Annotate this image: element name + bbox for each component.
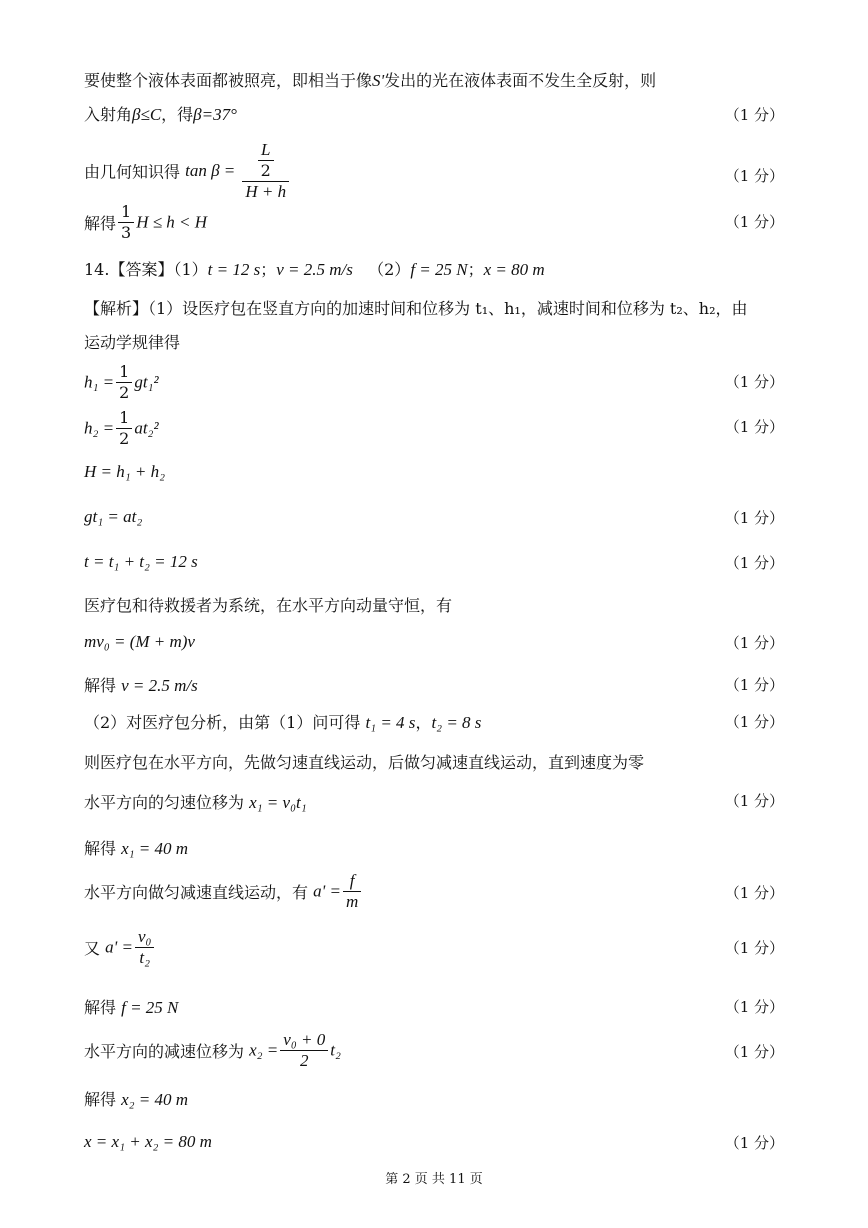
text: ；	[467, 260, 484, 279]
text-line	[84, 102, 784, 125]
formula: x₁ = 40 m	[121, 839, 189, 858]
fraction	[242, 140, 289, 202]
text: 入射角	[84, 105, 133, 124]
score: （1 分）	[724, 1043, 784, 1061]
formula-line: gt₁ = at₂	[84, 507, 143, 526]
score: （1 分）	[724, 554, 784, 572]
denominator: 2	[119, 383, 130, 402]
formula-line: H = h₁ + h₂	[84, 462, 166, 481]
text: 解得	[84, 998, 122, 1017]
denominator: t₂	[139, 948, 150, 967]
text: ，	[415, 713, 432, 732]
numerator: 1	[118, 202, 134, 223]
score: （1 分）	[724, 713, 784, 731]
formula: x₂ =	[249, 1040, 279, 1060]
score: （1 分）	[724, 939, 784, 957]
formula-line	[84, 710, 784, 733]
formula: v = 2.5 m/s	[121, 676, 198, 695]
numerator	[242, 140, 289, 182]
score: （1 分）	[724, 373, 784, 391]
formula-line	[84, 995, 784, 1018]
formula-line	[84, 836, 784, 859]
formula: f = 25 N	[121, 998, 179, 1017]
formula: β≤C	[132, 105, 162, 124]
formula: a' =	[313, 881, 341, 901]
numerator: 1	[116, 408, 132, 429]
numerator: v₀	[135, 927, 154, 948]
text: 解得	[84, 1090, 122, 1109]
text: 水平方向做匀减速直线运动，有	[84, 883, 314, 902]
formula-line	[84, 673, 784, 696]
score: （1 分）	[724, 676, 784, 694]
answer-line	[84, 257, 784, 280]
formula: gt₁²	[134, 372, 159, 392]
formula: x₂ = 40 m	[121, 1090, 189, 1109]
denominator: m	[345, 892, 359, 911]
denominator: 2	[119, 429, 130, 448]
text: 由几何知识得	[84, 162, 186, 182]
score: （1 分）	[724, 884, 784, 902]
formula: h₁ =	[84, 372, 115, 392]
score: （1 分）	[724, 418, 784, 436]
fraction	[343, 871, 361, 912]
denominator: 2	[300, 1051, 309, 1070]
formula: H ≤ h < H	[136, 212, 208, 232]
formula: h₂ =	[84, 418, 115, 438]
text: ，得	[161, 105, 194, 124]
formula: f = 25 N	[410, 260, 468, 279]
fraction	[116, 362, 132, 403]
formula: tan β =	[185, 161, 236, 180]
denominator: H + h	[245, 182, 287, 201]
numerator: v₀ + 0	[280, 1030, 328, 1051]
score: （1 分）	[724, 106, 784, 124]
fraction	[118, 202, 134, 243]
text: 水平方向的减速位移为	[84, 1042, 250, 1061]
fraction	[280, 1030, 328, 1071]
formula-line	[84, 927, 784, 968]
formula: x₁ = v₀t₁	[249, 793, 307, 812]
formula-line	[84, 408, 784, 449]
numerator: f	[343, 871, 361, 892]
score: （1 分）	[724, 998, 784, 1016]
formula-line	[84, 140, 784, 202]
text: 要使整个液体表面都被照亮，即相当于像	[84, 71, 373, 90]
text: 水平方向的匀速位移为	[84, 793, 250, 812]
text-line: 医疗包和待救援者为系统，在水平方向动量守恒，有	[84, 596, 453, 615]
formula-line	[84, 871, 784, 912]
denominator: 3	[121, 223, 132, 242]
score: （1 分）	[724, 1134, 784, 1152]
formula: at₂²	[134, 418, 159, 438]
formula: t₂ = 8 s	[431, 713, 482, 732]
formula: a' =	[105, 937, 133, 957]
text: 解得	[84, 214, 117, 233]
score: （1 分）	[724, 509, 784, 527]
text: （2）	[368, 260, 411, 279]
text-line: 运动学规律得	[84, 333, 181, 352]
formula: β=37°	[193, 105, 237, 124]
formula: t₂	[330, 1040, 341, 1060]
text: 解得	[84, 676, 122, 695]
formula-line	[84, 1030, 784, 1071]
text-line: 则医疗包在水平方向，先做匀速直线运动，后做匀减速直线运动，直到速度为零	[84, 753, 645, 772]
score: （1 分）	[724, 167, 784, 185]
text-line: 【解析】（1）设医疗包在竖直方向的加速时间和位移为 t₁、h₁，减速时间和位移为 t₂、h₂，由	[84, 299, 748, 318]
question-heading: 14.【答案】（1）	[84, 260, 208, 279]
formula-line	[84, 790, 784, 813]
formula-line: x = x₁ + x₂ = 80 m	[84, 1132, 212, 1151]
formula-line	[84, 1087, 784, 1110]
score: （1 分）	[724, 792, 784, 810]
score: （1 分）	[724, 213, 784, 231]
numerator: L	[258, 140, 274, 161]
formula: x = 80 m	[483, 260, 545, 279]
fraction	[258, 140, 274, 181]
denominator: 2	[260, 161, 271, 180]
text: ；	[260, 260, 277, 279]
numerator: 1	[116, 362, 132, 383]
fraction	[116, 408, 132, 449]
text: 发出的光在液体表面不发生全反射，则	[384, 71, 657, 90]
formula-line: t = t₁ + t₂ = 12 s	[84, 552, 198, 571]
formula-line	[84, 202, 784, 243]
page-footer: 第 2 页 共 11 页	[385, 1172, 483, 1187]
text: 解得	[84, 839, 122, 858]
formula: v = 2.5 m/s	[276, 260, 353, 279]
text: （2）对医疗包分析，由第（1）问可得	[84, 713, 366, 732]
fraction	[135, 927, 154, 968]
formula: t = 12 s	[207, 260, 261, 279]
formula: t₁ = 4 s	[365, 713, 416, 732]
formula-line: mv₀ = (M + m)v	[84, 632, 195, 651]
text-line	[84, 68, 784, 91]
text: 又	[84, 939, 106, 958]
score: （1 分）	[724, 634, 784, 652]
symbol: S'	[372, 71, 385, 90]
formula-line	[84, 362, 784, 403]
